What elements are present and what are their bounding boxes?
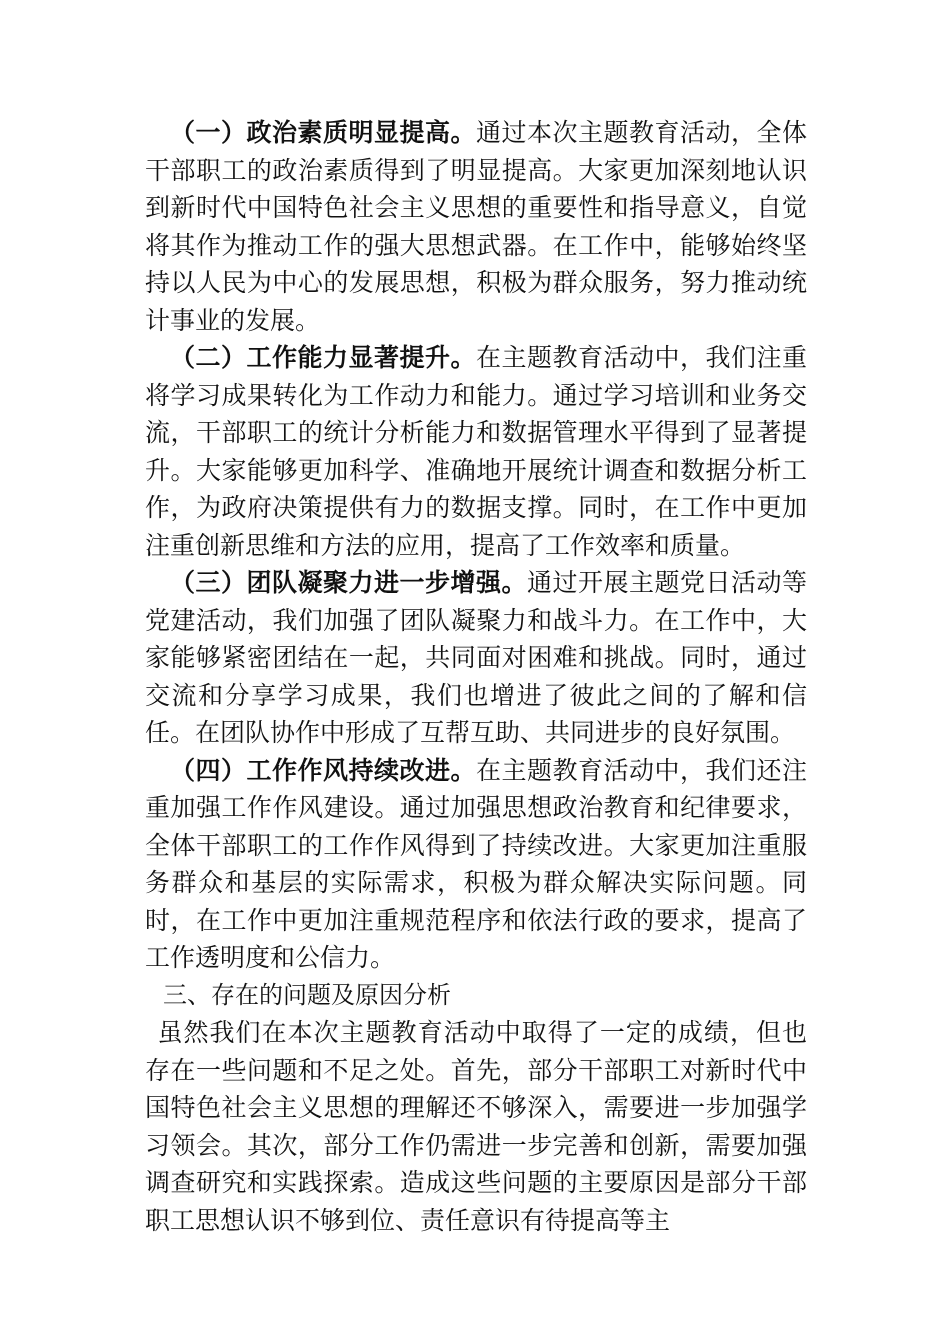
paragraph-lead-political-quality: （一）政治素质明显提高。 [170, 118, 476, 147]
paragraph-text-political-quality: 通过本次主题教育活动，全体干部职工的政治素质得到了明显提高。大家更加深刻地认识到新时代中国特色社会主义思想的重要性和指导意义，自觉将其作为推动工作的强大思想武器。在工作中，能够始终坚持以人民为中心的发展思想，积极为群众服务，努力推动统计事业的发展。 [145, 118, 807, 335]
paragraph-lead-team-cohesion: （三）团队凝聚力进一步增强。 [170, 568, 527, 597]
paragraph-lead-work-ability: （二）工作能力显著提升。 [170, 343, 476, 372]
paragraph-team-cohesion [145, 564, 807, 752]
paragraph-problems-analysis: 虽然我们在本次主题教育活动中取得了一定的成绩，但也存在一些问题和不足之处。首先，部分干部职工对新时代中国特色社会主义思想的理解还不够深入，需要进一步加强学习领会。其次，部分工作仍需进一步完善和创新，需要加强调查研究和实践探索。造成这些问题的主要原因是部分干部职工思想认识不够到位、责任意识有待提高等主 [145, 1018, 807, 1235]
section-heading-problems: 三、存在的问题及原因分析 [163, 980, 451, 1009]
paragraph-political-quality [145, 114, 807, 339]
paragraph-work-style [145, 752, 807, 977]
paragraph-text-team-cohesion: 通过开展主题党日活动等党建活动，我们加强了团队凝聚力和战斗力。在工作中，大家能够紧密团结在一起，共同面对困难和挑战。同时，通过交流和分享学习成果，我们也增进了彼此之间的了解和信任。在团队协作中形成了互帮互助、共同进步的良好氛围。 [145, 568, 807, 747]
paragraph-text-work-style: 在主题教育活动中，我们还注重加强工作作风建设。通过加强思想政治教育和纪律要求，全体干部职工的工作作风得到了持续改进。大家更加注重服务群众和基层的实际需求，积极为群众解决实际问题。同时，在工作中更加注重规范程序和依法行政的要求，提高了工作透明度和公信力。 [145, 755, 807, 972]
document-body [145, 114, 807, 1239]
paragraph-lead-work-style: （四）工作作风持续改进。 [170, 755, 476, 785]
paragraph-text-work-ability: 在主题教育活动中，我们注重将学习成果转化为工作动力和能力。通过学习培训和业务交流，干部职工的统计分析能力和数据管理水平得到了显著提升。大家能够更加科学、准确地开展统计调查和数据分析工作，为政府决策提供有力的数据支撑。同时，在工作中更加注重创新思维和方法的应用，提高了工作效率和质量。 [145, 343, 807, 560]
paragraph-work-ability [145, 339, 807, 564]
